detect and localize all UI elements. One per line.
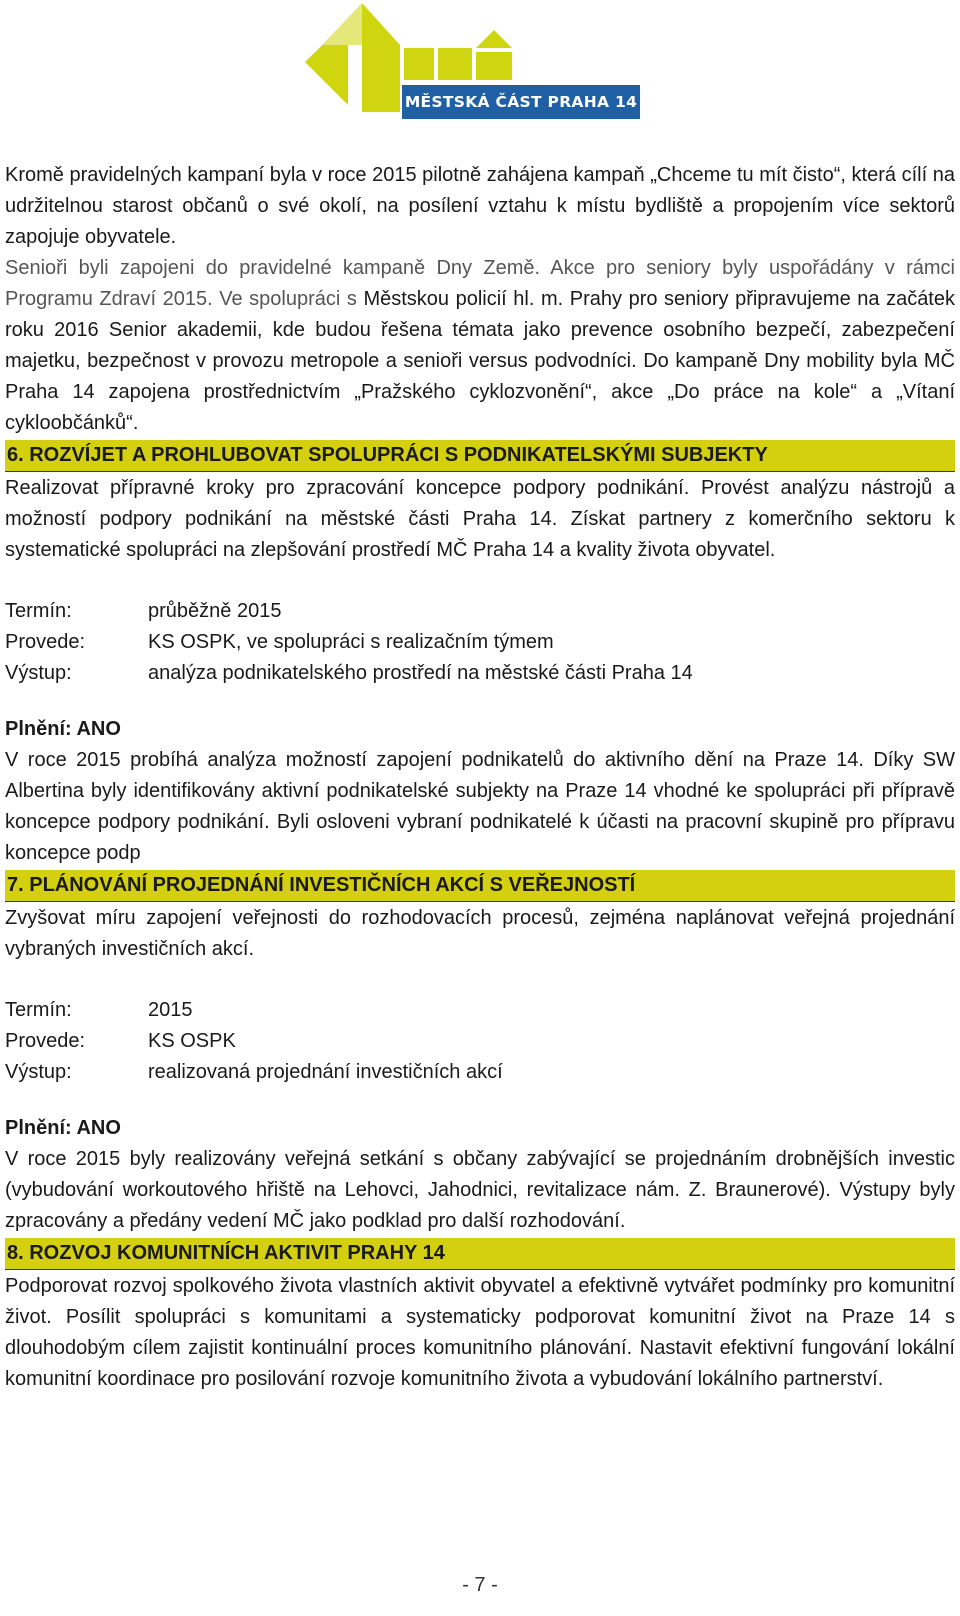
section-7-provede (5, 1026, 955, 1057)
provede-label: Provede: (5, 631, 86, 653)
page-number: - 7 - (462, 1574, 498, 1596)
section-6-plneni-text: V roce 2015 probíhá analýza možností zapojení podnikatelů do aktivního dění na Praze 14. Díky SW Albertina byly identifikovány aktivní podnikatelské subjekty na Praze 14 vhodné ke spolupráci při přípravě koncepce podpory podnikání. Byli osloveni vybraní podnikatelé k účasti na pracovní skupině pro přípravu koncepce podp (5, 749, 955, 864)
provede-value: KS OSPK, ve spolupráci s realizačním týmem (148, 631, 554, 653)
logo-text: MĚSTSKÁ ČÁST PRAHA 14 (402, 85, 640, 119)
vystup-value: analýza podnikatelského prostředí na městské části Praha 14 (148, 662, 693, 684)
section-8-text: Podporovat rozvoj spolkového života vlastních aktivit obyvatel a efektivně vytvářet podmínky pro komunitní život. Posílit spolupráci s komunitami a systematicky podporovat komunitní život na Praze 14 s dlouhodobým cílem zajistit kontinuální proces komunitního plánování. Nastavit efektivní fungování lokální komunitní koordinace pro posilování rozvoje komunitního života a vybudování lokálního partnerství. (5, 1275, 955, 1390)
intro-paragraph-2 (5, 253, 955, 439)
intro-paragraph-2-gray: Senioři byli zapojeni do pravidelné kampaně Dny Země. Akce pro seniory byly uspořádány v rámci Programu Zdraví 2015. Ve spolupráci s (5, 257, 955, 310)
vystup-label: Výstup: (5, 662, 72, 684)
section-6-termin (5, 596, 955, 627)
vystup-label: Výstup: (5, 1061, 72, 1083)
termin-value: 2015 (148, 999, 193, 1021)
intro-paragraph-1: Kromě pravidelných kampaní byla v roce 2015 pilotně zahájena kampaň „Chceme tu mít čisto“, která cílí na udržitelnou starost občanů o své okolí, na posílení vztahu k místu bydliště a propojením více sektorů zapojuje obyvatele. (5, 164, 955, 248)
intro-paragraph-2-dark: Městskou policií hl. m. Prahy pro seniory připravujeme na začátek roku 2016 Senior akademii, kde budou řešena témata jako prevence osobního bezpečí, zabezpečení majetku, bezpečnost v provozu metropole a senioři versus podvodníci. Do kampaně Dny mobility byla MČ Praha 14 zapojena prostřednictvím „Pražského cyklozvonění“, akce „Do práce na kole“ a „Vítaní cykloobčánků“. (5, 288, 955, 434)
section-7-text: Zvyšovat míru zapojení veřejnosti do rozhodovacích procesů, zejména naplánovat veřejná projednání vybraných investičních akcí. (5, 907, 955, 960)
section-6-text: Realizovat přípravné kroky pro zpracování koncepce podpory podnikání. Provést analýzu nástrojů a možností podpory podnikání na městské části Praha 14. Získat partnery z komerčního sektoru k systematické spolupráci na zlepšování prostředí MČ Praha 14 a kvality života obyvatel. (5, 477, 955, 561)
termin-label: Termín: (5, 999, 72, 1021)
section-7-plneni-text: V roce 2015 byly realizovány veřejná setkání s občany zabývající se projednáním drobnějších investic (vybudování workoutového hřiště na Lehovci, Jahodnici, revitalizace nám. Z. Braunerové). Výstupy byly zpracovány a předány vedení MČ jako podklad pro další rozhodování. (5, 1148, 955, 1232)
section-6-plneni: Plnění: ANO (5, 718, 121, 740)
section-6-vystup (5, 658, 955, 689)
section-7-plneni: Plnění: ANO (5, 1117, 121, 1139)
section-6-heading: 6. ROZVÍJET A PROHLUBOVAT SPOLUPRÁCI S PODNIKATELSKÝMI SUBJEKTY (5, 440, 955, 472)
termin-label: Termín: (5, 600, 72, 622)
provede-label: Provede: (5, 1030, 86, 1052)
section-8-heading: 8. ROZVOJ KOMUNITNÍCH AKTIVIT PRAHY 14 (5, 1238, 955, 1270)
document-body (5, 160, 955, 1395)
section-7-vystup (5, 1057, 955, 1088)
section-7-heading: 7. PLÁNOVÁNÍ PROJEDNÁNÍ INVESTIČNÍCH AKCÍ S VEŘEJNOSTÍ (5, 870, 955, 902)
section-7-termin (5, 995, 955, 1026)
section-6-provede (5, 627, 955, 658)
provede-value: KS OSPK (148, 1030, 236, 1052)
logo (300, 0, 660, 125)
termin-value: průběžně 2015 (148, 600, 282, 622)
vystup-value: realizovaná projednání investičních akcí (148, 1061, 503, 1083)
